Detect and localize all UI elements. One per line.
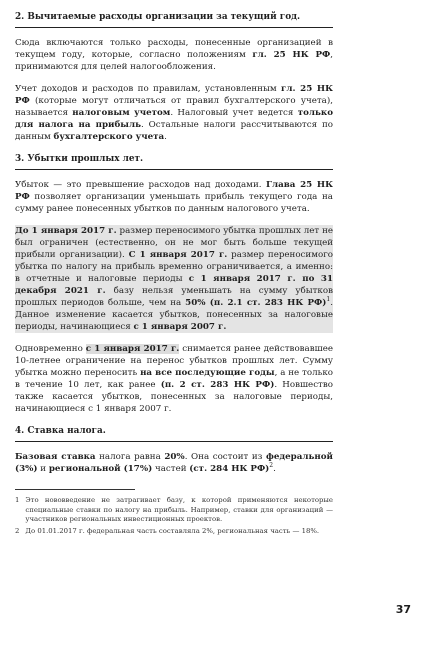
section-4-paragraph-1: Базовая ставка налога равна 20%. Она состоит из федеральной (3%) и региональной (17%) частей (ст. 284 НК РФ)$^2$. [15,452,333,474]
page-content [15,11,333,538]
section-3-paragraph-2: До 1 января 2017 г. размер переносимого убытка прошлых лет не был ограничен (естественно, он не мог быть больше текущей прибыли организации). С 1 января 2017 г. размер переносимого убытка по налогу на прибыль временно ограничивается, а именно: в отчетные и налоговые периоды с 1 января 2017 г. по 31 декабря 2021 г. базу нельзя уменьшать на сумму убытков прошлых периодов больше, чем на 50% (п. 2.1 ст. 283 НК РФ)$^1$. Данное изменение касается убытков, понесенных за налоговые периоды, начинающиеся с 1 января 2007 г. [15,226,334,332]
section-3-paragraph-1: Убыток — это превышение расходов над доходами. Глава 25 НК РФ позволяет организации уменьшать прибыль текущего года на сумму ранее понесенных убытков по данным налогового учета. [15,180,333,214]
footnote-number: 1 [15,496,20,504]
page-number: 37 [395,603,411,616]
footnote-separator [15,489,135,490]
section-3-paragraph-3: Одновременно с 1 января 2017 г. снимается ранее действовавшее 10-летнее ограничение на перенос убытков прошлых лет. Сумму убытка можно переносить на все последующие годы, а не только в течение 10 лет, как ранее (п. 2 ст. 283 НК РФ). Новшество также касается убытков, понесенных за налоговые периоды, начинающиеся с 1 января 2007 г. [15,344,333,414]
section-3-heading: 3. Убытки прошлых лет. [15,153,333,170]
footnote-number: 2 [15,526,20,535]
section-4-heading: 4. Ставка налога. [15,425,333,442]
footnote-1 [15,496,333,525]
section-2-paragraph-1: Сюда включаются только расходы, понесенные организацией в текущем году, которые, согласно положениям гл. 25 НК РФ, принимаются для целей налогообложения. [15,38,333,72]
section-2-paragraph-2: Учет доходов и расходов по правилам, установленным гл. 25 НК РФ (которые могут отличаться от правил бухгалтерского учета), называется налоговым учетом. Налоговый учет ведется только для налога на прибыль. Остальные налоги рассчитываются по данным бухгалтерского учета. [15,84,333,142]
footnote-text: До 01.01.2017 г. федеральная часть составляла 2%, региональная часть — 18%. [25,526,320,535]
footnote-text: Это нововведение не затрагивает базу, к которой применяются некоторые специальные ставки по налогу на прибыль. Например, ставки для организаций — участников региональных инвестиционных проектов. [25,496,333,523]
section-2-heading: 2. Вычитаемые расходы организации за текущий год. [15,11,333,28]
footnote-2 [15,527,333,537]
